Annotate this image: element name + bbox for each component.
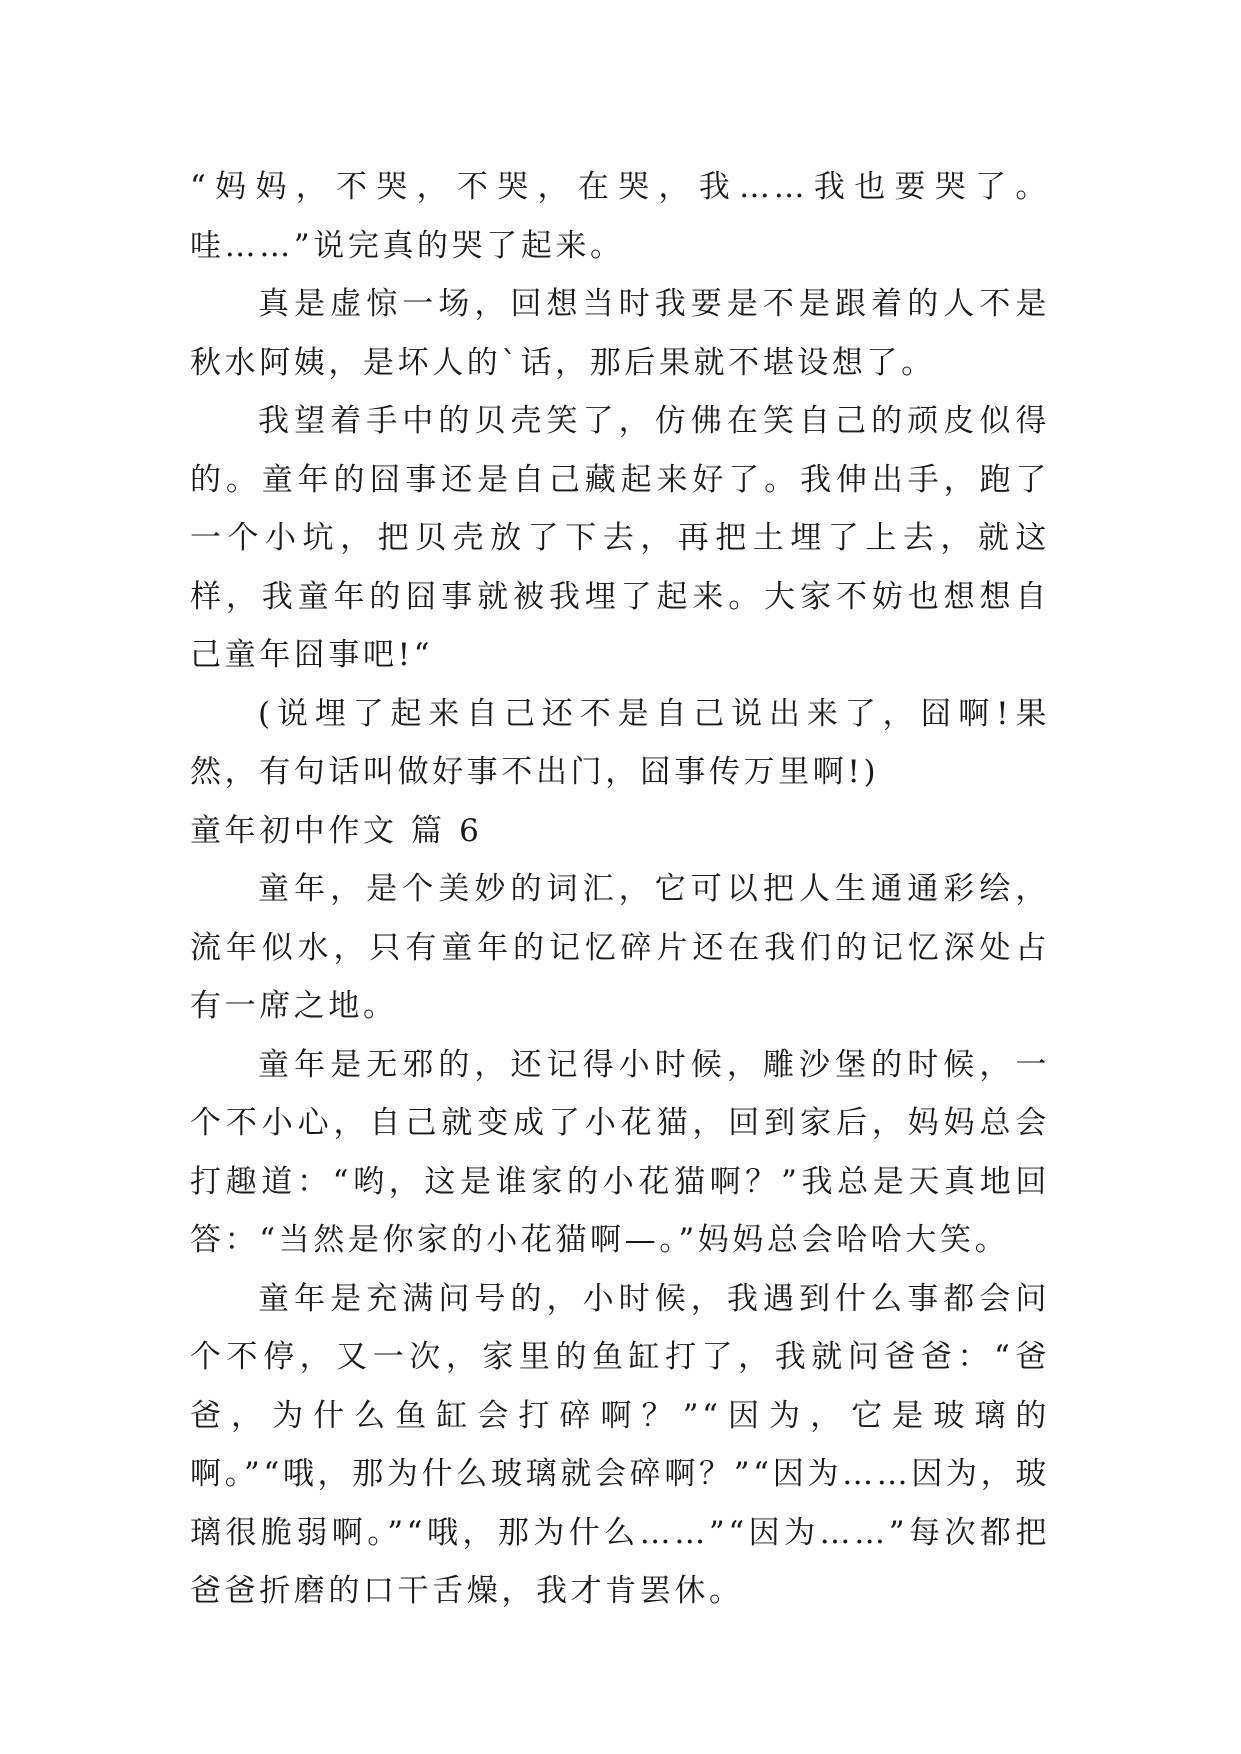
paragraph-2: 真是虚惊一场，回想当时我要是不是跟着的人不是秋水阿姨，是坏人的`话，那后果就不堪设想了。	[190, 286, 1050, 381]
paragraph-1: “妈妈，不哭，不哭，在哭，我……我也要哭了。哇……”说完真的哭了起来。	[190, 169, 1050, 264]
section-heading: 童年初中作文 篇 6	[190, 812, 483, 849]
paragraph-5: 童年，是个美妙的词汇，它可以把人生通通彩绘，流年似水，只有童年的记忆碎片还在我们的记忆深处占有一席之地。	[190, 871, 1050, 1024]
paragraph-3: 我望着手中的贝壳笑了，仿佛在笑自己的顽皮似得的。童年的囧事还是自己藏起来好了。我伸出手，跑了一个小坑，把贝壳放了下去，再把土埋了上去，就这样，我童年的囧事就被我埋了起来。大家不妨也想想自己童年囧事吧!“	[190, 403, 1050, 673]
paragraph-6: 童年是无邪的，还记得小时候，雕沙堡的时候，一个不小心，自己就变成了小花猫，回到家后，妈妈总会打趣道：“哟，这是谁家的小花猫啊？”我总是天真地回答：“当然是你家的小花猫啊—。”妈妈总会哈哈大笑。	[190, 1046, 1050, 1258]
document-body	[190, 158, 1050, 1621]
paragraph-4: (说埋了起来自己还不是自己说出来了，囧啊!果然，有句话叫做好事不出门，囧事传万里啊!)	[190, 695, 1050, 790]
paragraph-7: 童年是充满问号的，小时候，我遇到什么事都会问个不停，又一次，家里的鱼缸打了，我就问爸爸：“爸爸，为什么鱼缸会打碎啊？”“因为，它是玻璃的啊。”“哦，那为什么玻璃就会碎啊？”“因为……因为，玻璃很脆弱啊。”“哦，那为什么……”“因为……”每次都把爸爸折磨的口干舌燥，我才肯罢休。	[190, 1280, 1050, 1609]
